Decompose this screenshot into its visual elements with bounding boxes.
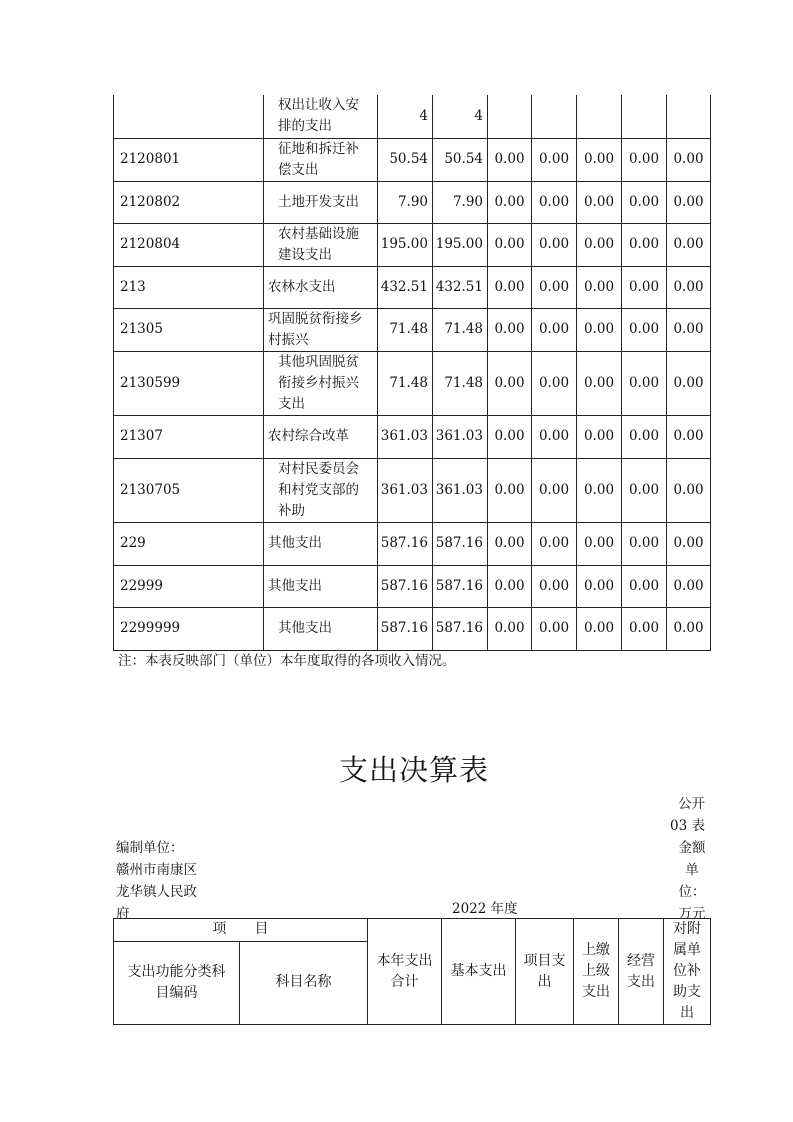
upper-cell: 0.00 <box>532 415 577 458</box>
total-cell: 587.16 <box>378 522 433 565</box>
subsidy-cell: 0.00 <box>622 308 667 351</box>
basic-header: 基本支出 <box>442 919 516 1025</box>
page-title: 支出决算表 <box>338 753 489 787</box>
project-cell: 0.00 <box>488 308 532 351</box>
basic-cell: 4 <box>433 95 488 138</box>
code-cell: 2299999 <box>114 607 264 650</box>
total-header: 本年支出合计 <box>368 919 442 1025</box>
code-cell: 21307 <box>114 415 264 458</box>
project-cell: 0.00 <box>488 522 532 565</box>
fiscal-year: 2022 年度 <box>452 901 518 917</box>
compiler-name: 赣州市南康区龙华镇人民政府 <box>116 862 197 922</box>
name-cell: 其他巩固脱贫衔接乡村振兴支出 <box>264 351 378 415</box>
upper-cell: 0.00 <box>532 223 577 266</box>
extra-cell: 0.00 <box>667 223 711 266</box>
table-row <box>114 607 711 650</box>
upper-cell: 0.00 <box>532 607 577 650</box>
total-cell: 195.00 <box>378 223 433 266</box>
upper-cell <box>532 95 577 138</box>
table-note: 注：本表反映部门（单位）本年度取得的各项收入情况。 <box>118 653 456 669</box>
table-row <box>114 458 711 522</box>
expenditure-table-continued <box>113 95 711 651</box>
basic-cell: 361.03 <box>433 458 488 522</box>
name-cell: 其他支出 <box>264 522 378 565</box>
compiler-label: 编制单位： <box>116 840 184 856</box>
subsidy-cell: 0.00 <box>622 138 667 181</box>
name-cell: 权出让收入安排的支出 <box>264 95 378 138</box>
table-row <box>114 565 711 607</box>
extra-cell: 0.00 <box>667 181 711 223</box>
project-cell <box>488 95 532 138</box>
business-header: 经营支出 <box>619 919 664 1025</box>
business-cell: 0.00 <box>577 181 622 223</box>
subsidy-cell: 0.00 <box>622 458 667 522</box>
project-cell: 0.00 <box>488 223 532 266</box>
project-cell: 0.00 <box>488 607 532 650</box>
project-cell: 0.00 <box>488 351 532 415</box>
total-cell: 361.03 <box>378 458 433 522</box>
business-cell: 0.00 <box>577 565 622 607</box>
basic-cell: 71.48 <box>433 308 488 351</box>
name-cell: 巩固脱贫衔接乡村振兴 <box>264 308 378 351</box>
code-cell: 21305 <box>114 308 264 351</box>
extra-cell: 0.00 <box>667 565 711 607</box>
subsidy-cell <box>622 95 667 138</box>
table-row <box>114 522 711 565</box>
total-cell: 71.48 <box>378 308 433 351</box>
subsidy-cell: 0.00 <box>622 266 667 308</box>
subsidy-cell: 0.00 <box>622 181 667 223</box>
project-cell: 0.00 <box>488 138 532 181</box>
basic-cell: 71.48 <box>433 351 488 415</box>
basic-cell: 432.51 <box>433 266 488 308</box>
code-header: 支出功能分类科目编码 <box>114 941 240 1024</box>
name-cell: 征地和拆迁补偿支出 <box>264 138 378 181</box>
extra-cell: 0.00 <box>667 266 711 308</box>
project-cell: 0.00 <box>488 415 532 458</box>
name-cell: 对村民委员会和村党支部的补助 <box>264 458 378 522</box>
upper-cell: 0.00 <box>532 458 577 522</box>
upper-header: 上缴上级支出 <box>574 919 619 1025</box>
code-cell: 22999 <box>114 565 264 607</box>
table-number: 03 表 <box>670 818 705 834</box>
name-cell: 土地开发支出 <box>264 181 378 223</box>
table-row <box>114 181 711 223</box>
code-cell: 2130705 <box>114 458 264 522</box>
code-cell: 2130599 <box>114 351 264 415</box>
extra-cell: 0.00 <box>667 607 711 650</box>
subsidy-header: 对附属单位补助支出 <box>664 919 711 1025</box>
business-cell: 0.00 <box>577 308 622 351</box>
public-label: 公开 <box>678 796 705 812</box>
code-cell: 2120804 <box>114 223 264 266</box>
upper-cell: 0.00 <box>532 266 577 308</box>
business-cell: 0.00 <box>577 223 622 266</box>
project-cell: 0.00 <box>488 565 532 607</box>
extra-cell: 0.00 <box>667 458 711 522</box>
total-cell: 50.54 <box>378 138 433 181</box>
table-row <box>114 266 711 308</box>
item-header: 项 目 <box>114 919 368 942</box>
subsidy-cell: 0.00 <box>622 351 667 415</box>
name-cell: 农村综合改革 <box>264 415 378 458</box>
extra-cell: 0.00 <box>667 138 711 181</box>
business-cell: 0.00 <box>577 607 622 650</box>
project-cell: 0.00 <box>488 458 532 522</box>
name-cell: 其他支出 <box>264 565 378 607</box>
upper-cell: 0.00 <box>532 308 577 351</box>
table-row <box>114 351 711 415</box>
subsidy-cell: 0.00 <box>622 607 667 650</box>
extra-cell: 0.00 <box>667 308 711 351</box>
basic-cell: 195.00 <box>433 223 488 266</box>
subsidy-cell: 0.00 <box>622 415 667 458</box>
total-cell: 7.90 <box>378 181 433 223</box>
total-cell: 4 <box>378 95 433 138</box>
basic-cell: 361.03 <box>433 415 488 458</box>
total-cell: 587.16 <box>378 607 433 650</box>
project-header: 项目支出 <box>516 919 574 1025</box>
business-cell: 0.00 <box>577 351 622 415</box>
upper-cell: 0.00 <box>532 138 577 181</box>
total-cell: 432.51 <box>378 266 433 308</box>
table-row <box>114 308 711 351</box>
extra-cell: 0.00 <box>667 351 711 415</box>
basic-cell: 7.90 <box>433 181 488 223</box>
subsidy-cell: 0.00 <box>622 223 667 266</box>
business-cell <box>577 95 622 138</box>
code-cell: 2120801 <box>114 138 264 181</box>
business-cell: 0.00 <box>577 138 622 181</box>
basic-cell: 50.54 <box>433 138 488 181</box>
table-row <box>114 223 711 266</box>
project-cell: 0.00 <box>488 181 532 223</box>
business-cell: 0.00 <box>577 266 622 308</box>
unit-label: 金额单位：万元 <box>678 840 706 922</box>
project-cell: 0.00 <box>488 266 532 308</box>
extra-cell <box>667 95 711 138</box>
table-row <box>114 415 711 458</box>
total-cell: 587.16 <box>378 565 433 607</box>
total-cell: 361.03 <box>378 415 433 458</box>
basic-cell: 587.16 <box>433 565 488 607</box>
code-cell: 229 <box>114 522 264 565</box>
name-cell: 其他支出 <box>264 607 378 650</box>
business-cell: 0.00 <box>577 415 622 458</box>
expenditure-header-table <box>113 918 711 1025</box>
code-cell: 2120802 <box>114 181 264 223</box>
code-cell <box>114 95 264 138</box>
subsidy-cell: 0.00 <box>622 565 667 607</box>
table-row <box>114 138 711 181</box>
business-cell: 0.00 <box>577 458 622 522</box>
extra-cell: 0.00 <box>667 522 711 565</box>
name-cell: 农林水支出 <box>264 266 378 308</box>
business-cell: 0.00 <box>577 522 622 565</box>
basic-cell: 587.16 <box>433 607 488 650</box>
table-row <box>114 95 711 138</box>
upper-cell: 0.00 <box>532 181 577 223</box>
name-header: 科目名称 <box>240 941 368 1024</box>
upper-cell: 0.00 <box>532 565 577 607</box>
upper-cell: 0.00 <box>532 351 577 415</box>
total-cell: 71.48 <box>378 351 433 415</box>
subsidy-cell: 0.00 <box>622 522 667 565</box>
name-cell: 农村基础设施建设支出 <box>264 223 378 266</box>
basic-cell: 587.16 <box>433 522 488 565</box>
code-cell: 213 <box>114 266 264 308</box>
extra-cell: 0.00 <box>667 415 711 458</box>
upper-cell: 0.00 <box>532 522 577 565</box>
